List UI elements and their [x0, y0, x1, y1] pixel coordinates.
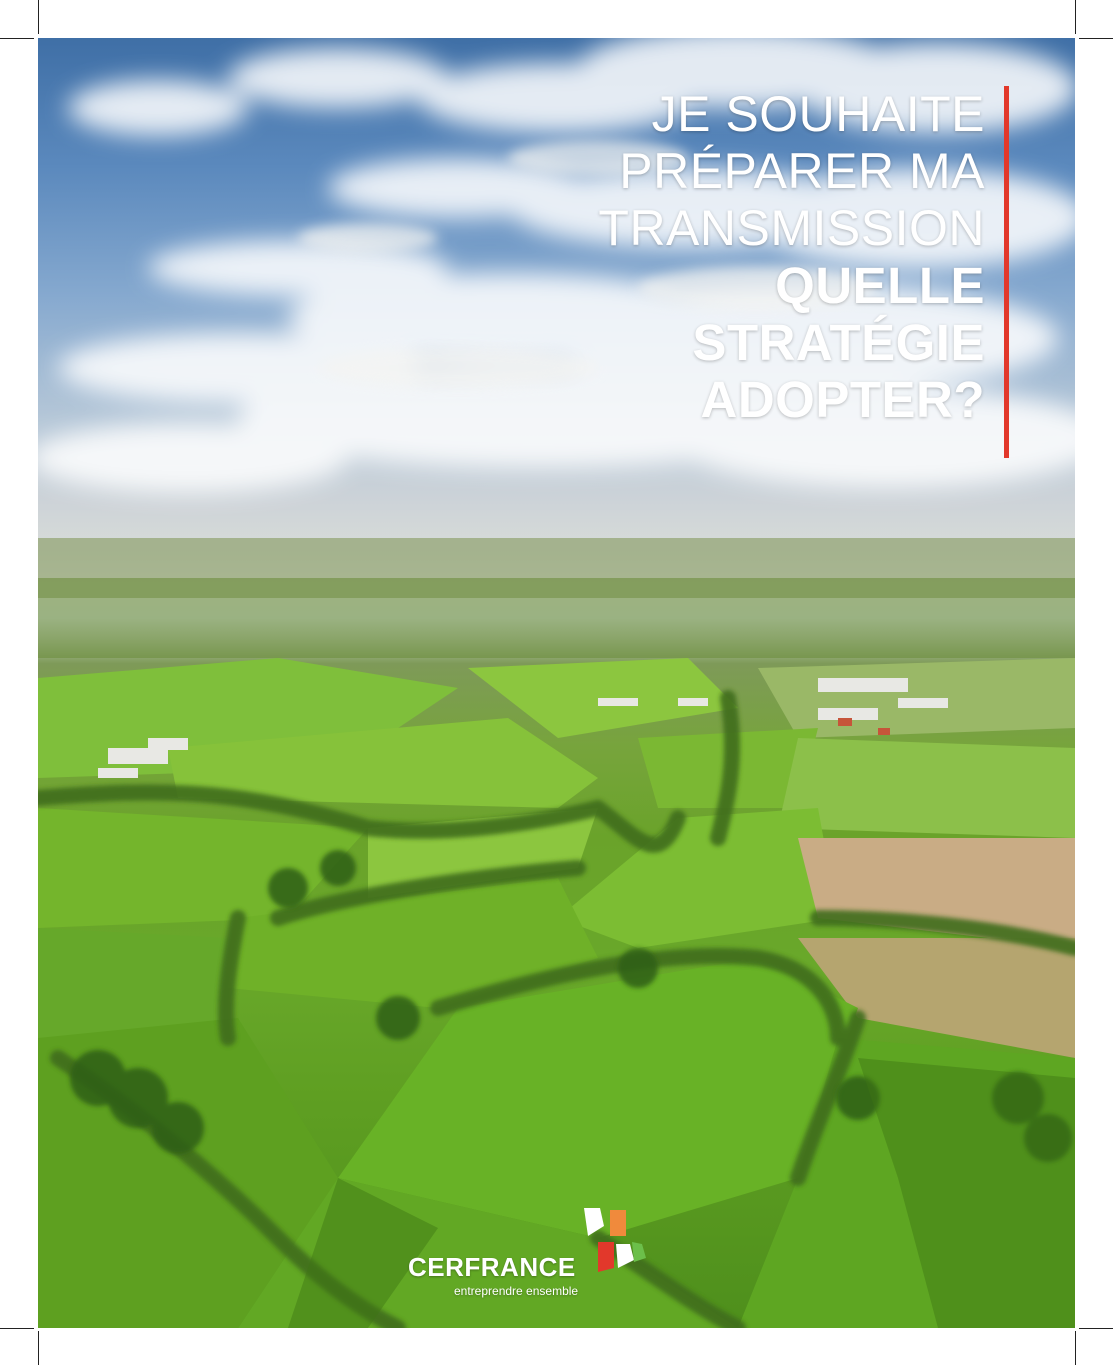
crop-mark	[38, 0, 39, 34]
cerfrance-logo	[408, 1206, 668, 1316]
headline-line-6: ADOPTER?	[700, 371, 985, 428]
crop-mark	[1079, 1328, 1113, 1329]
crop-mark	[0, 1328, 34, 1329]
crop-mark	[1079, 38, 1113, 39]
headline-line-4: QUELLE	[775, 257, 985, 314]
cerfrance-logo-icon	[584, 1206, 654, 1286]
headline-line-2: PRÉPARER MA	[619, 143, 985, 199]
crop-mark	[1075, 0, 1076, 34]
crop-mark	[0, 38, 34, 39]
brand-name: CERFRANCE	[408, 1252, 576, 1282]
cover-photo	[38, 38, 1075, 1328]
accent-bar	[1004, 86, 1009, 458]
headline-line-5: STRATÉGIE	[692, 314, 985, 371]
headline	[598, 86, 985, 428]
headline-line-3: TRANSMISSION	[598, 200, 985, 256]
brand-tagline: entreprendre ensemble	[454, 1284, 579, 1298]
crop-mark	[1075, 1331, 1076, 1365]
crop-mark	[38, 1331, 39, 1365]
headline-line-1: JE SOUHAITE	[651, 86, 985, 142]
